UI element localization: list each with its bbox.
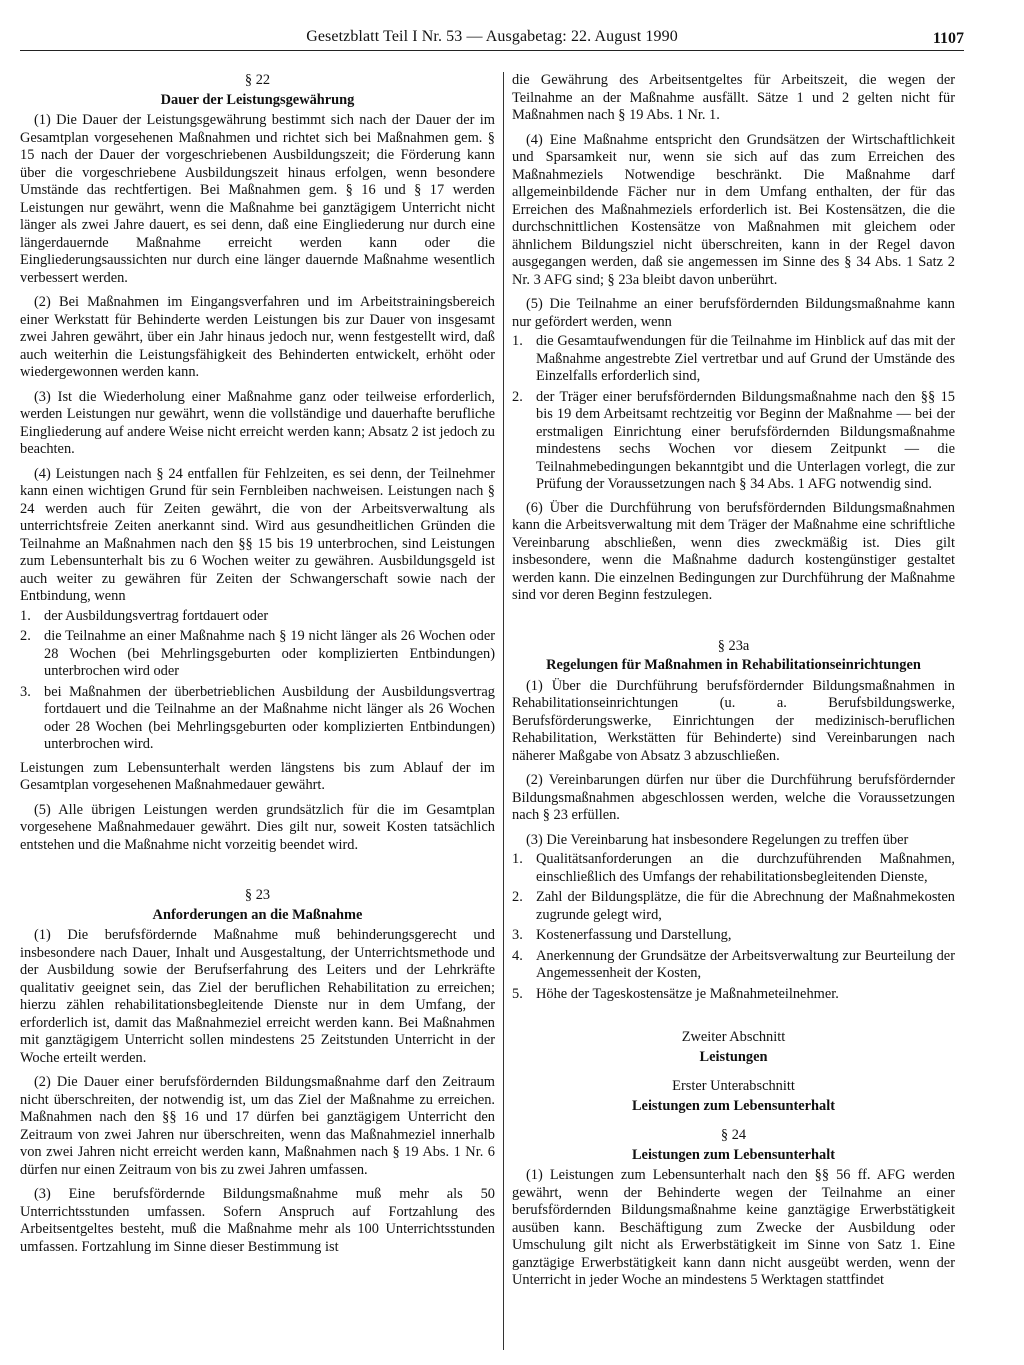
list-item-text: der Ausbildungsvertrag fortdauert oder bbox=[44, 607, 269, 624]
paragraph: (3) Eine berufsfördernde Bildungsmaßnahme muß mehr als 50 Unterrichtsstunden umfassen. Sofern Anspruch auf Fortzahlung des Arbeitsentgeltes besteht, muß die Maßnahme mehr als 100 Unterrichtsstunden umfassen. Fortzahlung im Sinne dieser Bestimmung ist bbox=[20, 1186, 495, 1255]
list-item-number: 4. bbox=[512, 947, 523, 964]
section-title: Leistungen zum Lebensunterhalt bbox=[631, 1146, 836, 1163]
paragraph: (4) Eine Maßnahme entspricht den Grundsätzen der Wirtschaftlichkeit und Sparsamkeit nur, wenn sie sich auf das zum Erreichen des Maßnahmeziels Notwendige beschränkt. Die Maßnahme darf allgemeinbildende Fächer nur in dem Umfang enthalten, der für das Erreichen des Maßnahmeziels erforderlich ist. Bei Kostensätzen, die die durchschnittlichen Kostensätze von Maßnahmen mit gleichem oder ähnlichem Bildungsziel nicht überschreiten, kann in der Regel davon ausgegangen werden, daß sie angemessen im Sinne des § 34 Abs. 1 Satz 2 Nr. 3 AFG sind; § 23a bleibt davon unberührt. bbox=[512, 131, 955, 288]
list-item bbox=[512, 889, 955, 924]
list-item-text: Zahl der Bildungsplätze, die für die Abrechnung der Maßnahmekosten zugrunde gelegt wird, bbox=[536, 889, 955, 923]
list-item-text: der Träger einer berufsfördernden Bildungsmaßnahme nach den §§ 15 bis 19 dem Arbeitsamt rechtzeitig vor Beginn der Maßnahme — bei der erstmaligen Einrichtung einer berufsfördernden Bildungsmaßnahme mindestens sechs Wochen vor diesem Zeitpunkt — die Teilnahmebedingungen bekanntgibt und die Unterlagen vorlegt, die zur Prüfung der Voraussetzungen nach § 34 Abs. 1 AFG notwendig sind. bbox=[536, 388, 955, 492]
section-title: Regelungen für Maßnahmen in Rehabilitationseinrichtungen bbox=[546, 657, 921, 673]
paragraph: (4) Leistungen nach § 24 entfallen für Fehlzeiten, es sei denn, der Teilnehmer kann einen wichtigen Grund für sein Fernbleiben nachweisen. Leistungen nach § 24 werden auch für Zeiten gewährt, die von der Arbeitsverwaltung als unterrichtsfreie Zeiten anerkannt sind. Wird aus gesundheitlichen Gründen die Teilnahme an Maßnahmen nach den §§ 15 bis 19 unterbrochen, sind Leistungen zum Lebensunterhalt bis zu 6 Wochen weiter zu gewähren. Ausbildungsgeld ist auch weiter zu gewähren für Zeiten der Schwangerschaft sowie nach der Entbindung, wenn bbox=[20, 465, 495, 604]
right-column bbox=[512, 72, 955, 1352]
list-item-text: Kostenerfassung und Darstellung, bbox=[536, 927, 732, 943]
spacer bbox=[512, 612, 955, 638]
list-item-number: 5. bbox=[512, 985, 523, 1002]
paragraph: Leistungen zum Lebensunterhalt werden längstens bis zum Ablauf der im Gesamtplan vorgesehenen Maßnahmedauer gewährt. bbox=[20, 759, 495, 793]
paragraph: (2) Bei Maßnahmen im Eingangsverfahren und im Arbeitstrainingsbereich einer Werkstatt für Behinderte werden Leistungen bis zur Dauer von insgesamt zwei Jahren gewährt, über ein Jahr hinaus jedoch nur, wenn festgestellt wird, daß auch weiterhin die Leistungsfähigkeit des Behinderten entwickelt, erhöht oder wiedergewonnen werden kann. bbox=[20, 294, 495, 380]
list-item bbox=[512, 333, 955, 386]
list-item-number: 3. bbox=[20, 683, 31, 700]
paragraph: (2) Vereinbarungen dürfen nur über die Durchführung berufsfördernder Bildungsmaßnahmen abgeschlossen werden, welche die Voraussetzungen nach § 23 erfüllen. bbox=[512, 772, 955, 823]
paragraph: die Gewährung des Arbeitsentgeltes für Arbeitszeit, die wegen der Teilnahme an der Maßnahme ausfällt. Sätze 1 und 2 gelten nicht für Maßnahmen nach § 19 Abs. 1 Nr. 1. bbox=[512, 72, 955, 123]
subchapter-label: Erster Unterabschnitt bbox=[672, 1078, 795, 1094]
section-title: Dauer der Leistungsgewährung bbox=[160, 91, 355, 108]
numbered-list bbox=[512, 333, 955, 494]
list-item bbox=[20, 628, 495, 681]
list-item-text: die Gesamtaufwendungen für die Teilnahme im Hinblick auf das mit der Maßnahme angestrebte Ziel vertretbar und auf Grund der Umstände des Einzelfalls erforderlich sind, bbox=[536, 333, 955, 384]
paragraph: (1) Die berufsfördernde Maßnahme muß behinderungsgerecht und insbesondere nach Dauer, Inhalt und Ausgestaltung, der Unterrichtsmethode und der Ausbildung sowie der Berufserfahrung des Leiters und der Lehrkräfte qualitativ geeignet sein, das Ziel der beruflichen Rehabilitation zu erreichen; hierzu zählen rehabilitationsbegleitende Dienste nur in dem Umfang, der erforderlich ist, damit das Maßnahmeziel erreicht werden kann. Bei Maßnahmen mit ganztägigem Unterricht sollen mindestens 25 Zeitstunden Unterricht in der Woche erteilt werden. bbox=[20, 927, 495, 1066]
list-item bbox=[512, 927, 955, 945]
spacer bbox=[512, 1009, 955, 1029]
section-title: Anforderungen an die Maßnahme bbox=[152, 906, 363, 923]
spacer bbox=[20, 861, 495, 887]
paragraph: (6) Über die Durchführung von berufsfördernden Bildungsmaßnahmen kann die Arbeitsverwaltung mit dem Träger der Maßnahme eine schriftliche Vereinbarung abschließen, wenn dies zweckmäßig ist. Dies gilt insbesondere, wenn die Maßnahme dadurch kostengünstiger gestaltet werden kann. Die einzelnen Bedingungen zur Durchführung der Maßnahme sind vor deren Beginn festzulegen. bbox=[512, 499, 955, 603]
list-item-text: Qualitätsanforderungen an die durchzuführenden Maßnahmen, einschließlich des Umfangs der rehabilitationsbegleitenden Dienste, bbox=[536, 851, 955, 885]
list-item bbox=[512, 948, 955, 983]
paragraph: (3) Die Vereinbarung hat insbesondere Regelungen zu treffen über bbox=[526, 831, 909, 848]
list-item bbox=[20, 608, 495, 626]
list-item bbox=[512, 851, 955, 886]
header-title: Gesetzblatt Teil I Nr. 53 — Ausgabetag: 22. August 1990 bbox=[306, 28, 678, 45]
list-item bbox=[512, 986, 955, 1004]
paragraph: (5) Die Teilnahme an einer berufsfördernden Bildungsmaßnahme kann nur gefördert werden, wenn bbox=[512, 296, 955, 330]
list-item-number: 1. bbox=[512, 333, 523, 349]
page-number: 1107 bbox=[932, 30, 964, 47]
list-item-text: die Teilnahme an einer Maßnahme nach § 19 nicht länger als 26 Wochen oder 28 Wochen (bei Mehrlingsgeburten oder komplizierten Entbindungen) unterbrochen wird oder bbox=[44, 628, 495, 679]
paragraph: (3) Ist die Wiederholung einer Maßnahme ganz oder teilweise erforderlich, werden Leistungen nur gewährt, wenn die vollständige und dauerhafte berufliche Eingliederung auf andere Weise nicht erreicht werden kann; Absatz 2 ist jedoch zu beachten. bbox=[20, 388, 495, 457]
list-item-text: bei Maßnahmen der überbetrieblichen Ausbildung der Ausbildungsvertrag fortdauert und die Teilnahme an der Maßnahme nicht länger als 26 Wochen oder 28 Wochen (bei Mehrlingsgeburten oder komplizierten Entbindungen) unterbrochen wird. bbox=[44, 683, 495, 752]
left-column bbox=[20, 72, 495, 1352]
numbered-list bbox=[512, 851, 955, 1003]
page-header bbox=[20, 28, 964, 51]
list-item-number: 1. bbox=[512, 851, 523, 867]
column-divider bbox=[503, 72, 504, 1350]
list-item-number: 1. bbox=[20, 607, 31, 624]
section-number: § 24 bbox=[720, 1127, 747, 1143]
paragraph: (5) Alle übrigen Leistungen werden grundsätzlich für die im Gesamtplan vorgesehene Maßnahmedauer gewährt. Dies gilt nur, soweit Kosten tatsächlich entstehen und die Maßnahme nicht vorzeitig beendet wird. bbox=[20, 801, 495, 853]
list-item bbox=[512, 389, 955, 494]
list-item-number: 2. bbox=[512, 889, 523, 905]
paragraph: (1) Über die Durchführung berufsfördernder Bildungsmaßnahmen in Rehabilitationseinrichtungen (u. a. Berufsbildungswerke, Berufsförderungswerke, Einrichtungen der medizinisch-beruflichen Rehabilitation, Werkstätten für Behinderte) sind Vereinbarungen nach näherer Maßgabe von Absatz 3 abzuschließen. bbox=[512, 677, 955, 764]
list-item-number: 3. bbox=[512, 927, 523, 943]
subchapter-title: Leistungen zum Lebensunterhalt bbox=[631, 1097, 836, 1114]
paragraph: (1) Leistungen zum Lebensunterhalt nach den §§ 56 ff. AFG werden gewährt, wenn der Behinderte wegen der Teilnahme an einer berufsfördernden Bildungsmaßnahme keine ganztägige Erwerbstätigkeit ausüben kann. Beschäftigung zum Zwecke der Ausbildung oder Umschulung gilt nicht als Erwerbstätigkeit im Sinne von Satz 1. Eine ganztägige Erwerbstätigkeit kann dann nicht ausgeübt werden, wenn der Unterricht in jeder Woche an mindestens 5 Werktagen stattfindet bbox=[512, 1167, 955, 1288]
paragraph: (1) Die Dauer der Leistungsgewährung bestimmt sich nach der Dauer der im Gesamtplan vorgesehenen Maßnahmen und richtet sich bei Maßnahmen gem. § 15 nach der Dauer der vorgeschriebenen Ausbildungszeit; die Förderung kann über die vorgeschriebene Ausbildungszeit hinaus erfolgen, wenn besondere Umstände das rechtfertigen. Bei Maßnahmen gem. § 16 und § 17 werden Leistungen nur gewährt, wenn die Maßnahme bei ganztägigem Unterricht nicht länger als zwei Jahre dauert, es sei denn, daß eine Eingliederung nur durch eine längerdauernde Maßnahme erreicht werden kann oder die Eingliederungsaussichten nur durch eine länger dauernde Maßnahme wesentlich verbessert werden. bbox=[20, 112, 495, 286]
chapter-label: Zweiter Abschnitt bbox=[681, 1029, 786, 1045]
list-item-text: Anerkennung der Grundsätze der Arbeitsverwaltung zur Beurteilung der Angemessenheit der Kosten, bbox=[536, 947, 955, 981]
section-number: § 23 bbox=[244, 887, 271, 903]
list-item bbox=[20, 684, 495, 754]
chapter-title: Leistungen bbox=[699, 1048, 768, 1065]
list-item-number: 2. bbox=[20, 628, 31, 644]
paragraph: (2) Die Dauer einer berufsfördernden Bildungsmaßnahme darf den Zeitraum nicht überschreiten, der notwendig ist, um das Ziel der Maßnahme zu erreichen. Maßnahmen nach den §§ 16 und 17 dürfen bei ganztägigem Unterricht den Zeitraum von zwei Jahren nur überschreiten, wenn das Maßnahmeziel innerhalb von zwei Jahren nicht erreicht werden kann, Maßnahmen nach § 19 Abs. 1 Nr. 6 dürfen nur einen Zeitraum von bis zu zwei Jahren umfassen. bbox=[20, 1074, 495, 1178]
list-item-number: 2. bbox=[512, 388, 523, 405]
section-number: § 22 bbox=[244, 72, 271, 88]
section-number: § 23a bbox=[717, 637, 750, 654]
list-item-text: Höhe der Tageskostensätze je Maßnahmeteilnehmer. bbox=[536, 985, 839, 1002]
numbered-list bbox=[20, 608, 495, 754]
